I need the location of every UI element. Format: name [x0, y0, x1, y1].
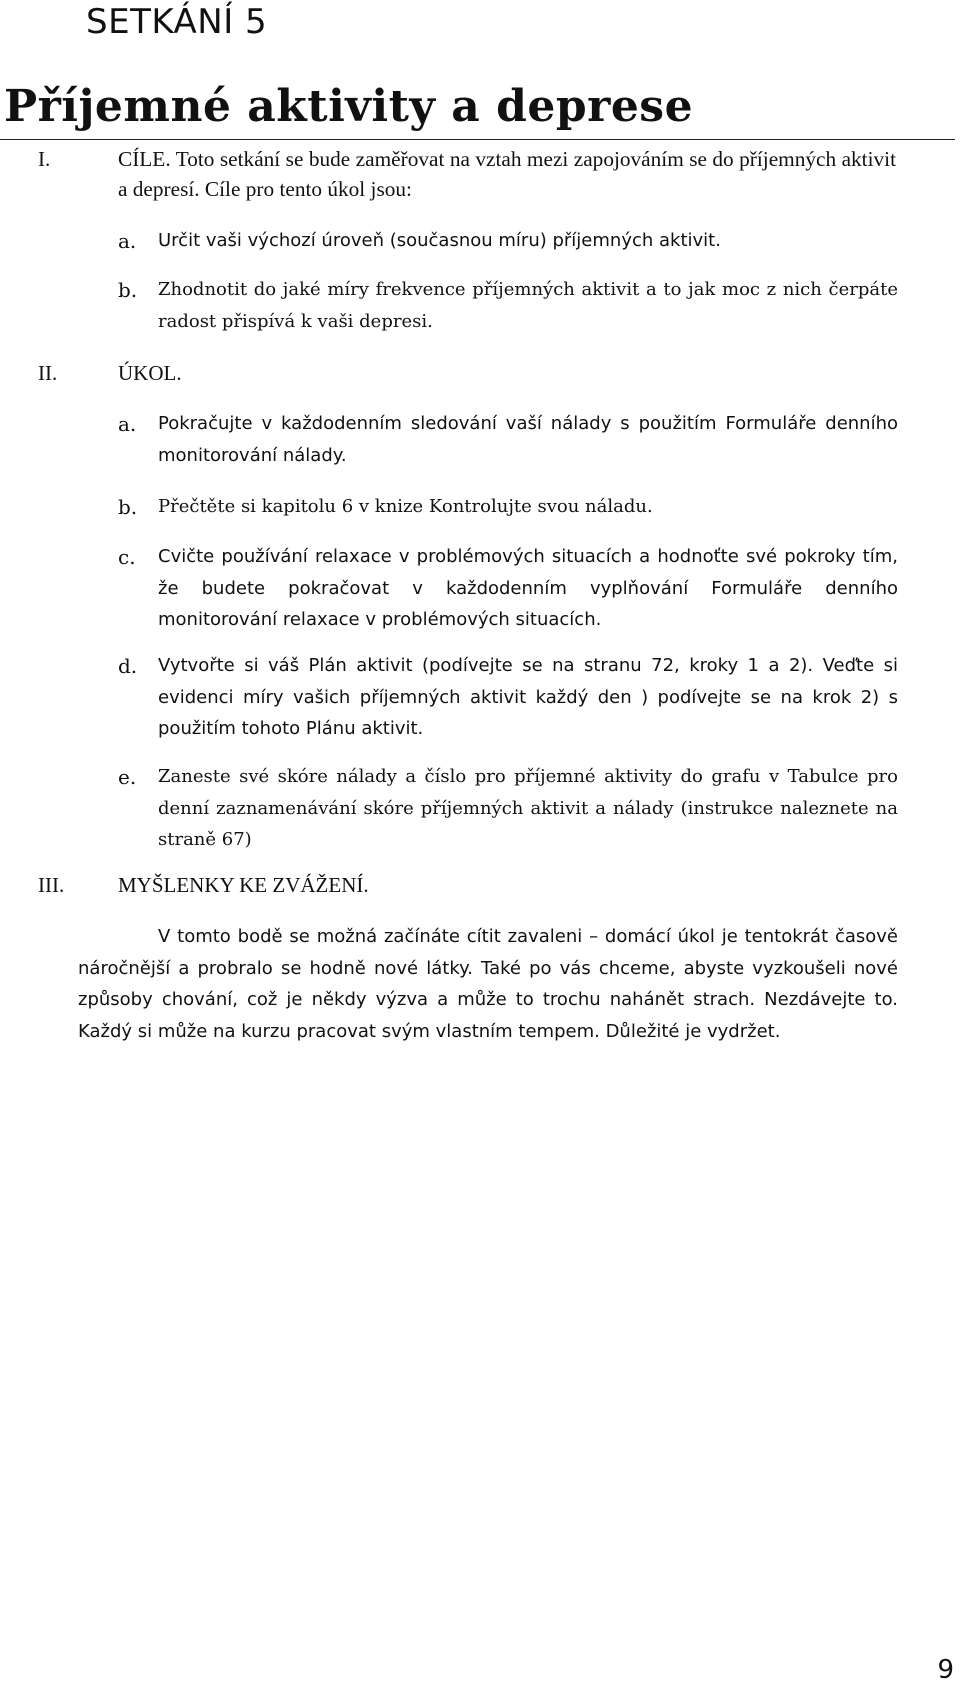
section-3-paragraph: V tomto bodě se možná začínáte cítit zavaleni – domácí úkol je tentokrát časově náročnější a probralo se hodně nové látky. Také po vás chceme, abyste vyzkoušeli nové způsoby chování, což je někdy výzva a může to trochu nahánět strach. Nezdávejte to. Každý si může na kurzu pracovat svým vlastním tempem. Důležité je vydržet.: [78, 926, 898, 1042]
section-1-intro: CÍLE. Toto setkání se bude zaměřovat na vztah mezi zapojováním se do příjemných aktivit a depresí. Cíle pro tento úkol jsou:: [118, 147, 896, 201]
section-2-item-d: Vytvořte si váš Plán aktivit (podívejte se na stranu 72, kroky 1 a 2). Veďte si evidenci míry vašich příjemných aktivit každý den ) podívejte se na krok 2) s použitím tohoto Plánu aktivit.: [158, 655, 898, 739]
page-number: 9: [937, 1655, 954, 1685]
section-numeral-2: II.: [38, 361, 58, 385]
section-1-item-b: Zhodnotit do jaké míry frekvence příjemných aktivit a to jak moc z nich čerpáte radost přispívá k vaši depresi.: [158, 279, 898, 332]
title-divider: [0, 139, 955, 140]
section-numeral-3: III.: [38, 873, 65, 897]
section-2-item-c: Cvičte používání relaxace v problémových situacích a hodnoťte své pokroky tím, že budete pokračovat v každodenním vyplňování Formuláře denního monitorování relaxace v problémových situacích.: [158, 546, 898, 630]
section-numeral-1: I.: [38, 147, 51, 171]
section-1-item-a: Určit vaši výchozí úroveň (současnou míru) příjemných aktivit.: [158, 230, 721, 251]
section-1-item-a-marker: a.: [118, 229, 137, 253]
section-3-heading: MYŠLENKY KE ZVÁŽENÍ.: [118, 873, 369, 897]
section-2-item-d-marker: d.: [118, 654, 138, 678]
session-label: SETKÁNÍ 5: [86, 2, 268, 42]
section-2-heading: ÚKOL.: [118, 361, 182, 385]
section-2-item-a: Pokračujte v každodenním sledování vaší nálady s použitím Formuláře denního monitorování nálady.: [158, 413, 898, 466]
page-title: Příjemné aktivity a deprese: [4, 81, 694, 132]
section-2-item-e: Zaneste své skóre nálady a číslo pro příjemné aktivity do grafu v Tabulce pro denní zaznamenávání skóre příjemných aktivit a nálady (instrukce naleznete na straně 67): [158, 766, 898, 850]
section-1-item-b-marker: b.: [118, 278, 138, 302]
section-2-item-a-marker: a.: [118, 412, 137, 436]
section-2-item-b: Přečtěte si kapitolu 6 v knize Kontrolujte svou náladu.: [158, 496, 653, 517]
section-2-item-b-marker: b.: [118, 495, 138, 519]
section-2-item-c-marker: c.: [118, 545, 136, 569]
section-2-item-e-marker: e.: [118, 765, 137, 789]
